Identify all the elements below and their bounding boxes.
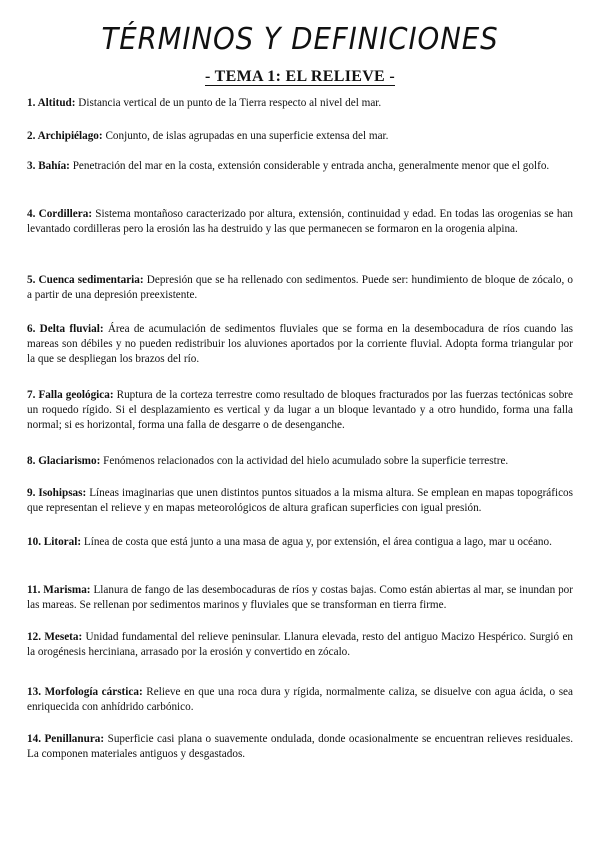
entry-number: 8. — [27, 455, 36, 467]
definition-entry — [27, 388, 573, 433]
entry-term: Isohipsas: — [38, 487, 87, 499]
entry-term: Archipiélago: — [37, 130, 103, 142]
entry-term: Morfología cárstica: — [44, 686, 143, 698]
entry-term: Litoral: — [43, 536, 82, 548]
entry-number: 6. — [27, 323, 36, 335]
entry-number: 10. — [27, 536, 41, 548]
definition-entry — [27, 322, 573, 367]
definition-entry — [27, 630, 573, 660]
definition-entry — [27, 159, 573, 174]
entry-number: 12. — [27, 631, 41, 643]
entry-definition: Área de acumulación de sedimentos fluviales que se forma en la desembocadura de ríos cuando las mareas son débiles y no pueden redistribuir los aluviones aportados por la corriente fluvial. Adopta forma triangular por la que se despliegan los brazos del río. — [27, 323, 574, 365]
entry-term: Altitud: — [37, 97, 76, 109]
definition-entry — [27, 583, 573, 613]
definition-entry — [27, 454, 573, 469]
subtitle-text: - TEMA 1: EL RELIEVE - — [205, 68, 395, 85]
entry-number: 5. — [27, 274, 36, 286]
entry-definition: Superficie casi plana o suavemente ondulada, donde ocasionalmente se encuentran relieves residuales. La componen materiales antiguos y desgastados. — [27, 733, 574, 760]
section-subtitle — [0, 68, 600, 86]
entry-term: Cordillera: — [38, 208, 93, 220]
entry-term: Meseta: — [44, 631, 83, 643]
definition-entry — [27, 273, 573, 303]
entry-number: 11. — [27, 584, 41, 596]
entry-number: 9. — [27, 487, 36, 499]
entry-definition: Sistema montañoso caracterizado por altura, extensión, continuidad y edad. En todas las orogenias se han levantado cordilleras pero la erosión las ha destruido y las que permanecen se formaron en la orogenia alpina. — [27, 208, 573, 235]
entry-definition: Conjunto, de islas agrupadas en una superficie extensa del mar. — [105, 130, 389, 142]
entry-term: Delta fluvial: — [39, 323, 104, 335]
entry-definition: Depresión que se ha rellenado con sedimentos. Puede ser: hundimiento de bloque de zócalo, o a partir de una depresión preexistente. — [27, 274, 574, 301]
definition-entry — [27, 486, 573, 516]
entry-term: Bahía: — [38, 160, 70, 172]
entry-term: Glaciarismo: — [38, 455, 101, 467]
entry-term: Falla geológica: — [38, 389, 114, 401]
definition-entry — [27, 685, 573, 715]
entry-term: Cuenca sedimentaria: — [38, 274, 144, 286]
entry-definition: Líneas imaginarias que unen distintos puntos situados a la misma altura. Se emplean en mapas topográficos que representan el relieve y en mapas meteorológicos de altura grafican superficies con igual presión. — [27, 487, 574, 514]
entry-definition: Distancia vertical de un punto de la Tierra respecto al nivel del mar. — [78, 97, 382, 109]
definition-entry — [27, 96, 573, 111]
entry-number: 2. — [27, 130, 36, 142]
definition-entry — [27, 129, 573, 144]
entry-number: 1. — [27, 97, 36, 109]
entry-definition: Ruptura de la corteza terrestre como resultado de bloques fracturados por las fuerzas tectónicas sobre un roquedo rígido. Si el desplazamiento es vertical y da lugar a un bloque levantado y a otro hundido, forma una falla normal; si es horizontal, forma una falla de desgarre o de desenganche. — [27, 389, 573, 431]
entry-number: 4. — [27, 208, 36, 220]
entry-definition: Relieve en que una roca dura y rígida, normalmente caliza, se disuelve con agua ácida, o sea enriquecida con anhídrido carbónico. — [27, 686, 573, 713]
page-title: TÉRMINOS Y DEFINICIONES — [101, 22, 499, 57]
entry-number: 3. — [27, 160, 36, 172]
entry-number: 13. — [27, 686, 41, 698]
entry-term: Marisma: — [43, 584, 91, 596]
entry-number: 14. — [27, 733, 41, 745]
entry-definition: Penetración del mar en la costa, extensión considerable y entrada ancha, generalmente menor que el golfo. — [72, 160, 550, 172]
entry-number: 7. — [27, 389, 36, 401]
entry-definition: Fenómenos relacionados con la actividad del hielo acumulado sobre la superficie terrestre. — [103, 455, 509, 467]
entry-definition: Unidad fundamental del relieve peninsular. Llanura elevada, resto del antiguo Macizo Hespérico. Surgió en la orogénesis herciniana, arrasado por la erosión y convertido en zócalo. — [27, 631, 574, 658]
definition-entry — [27, 535, 573, 550]
entry-definition: Línea de costa que está junto a una masa de agua y, por extensión, el área contigua a lago, mar u océano. — [83, 536, 552, 548]
definition-entry — [27, 207, 573, 237]
definition-entry — [27, 732, 573, 762]
entry-definition: Llanura de fango de las desembocaduras de ríos y costas bajas. Como están abiertas al mar, se inundan por las mareas. Se rellenan por sedimentos marinos y fluviales que se transforman en tierra firme. — [27, 584, 573, 611]
entry-term: Penillanura: — [44, 733, 105, 745]
